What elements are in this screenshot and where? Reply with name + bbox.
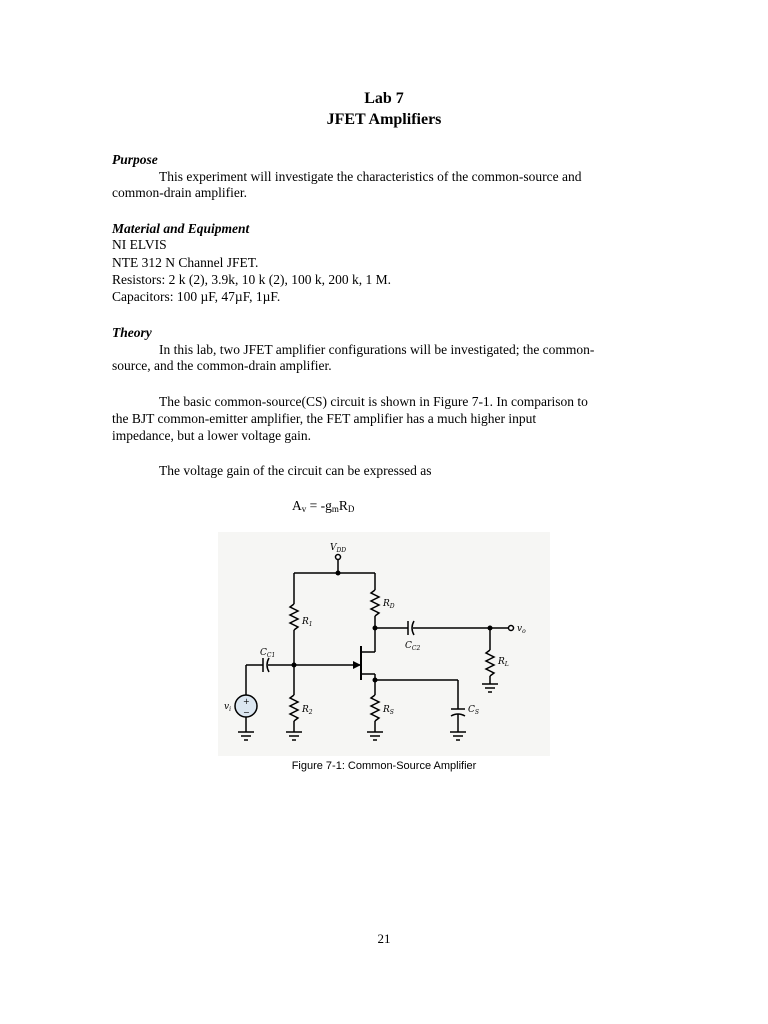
page-number: 21 [377, 931, 391, 946]
r1-resistor [290, 604, 298, 630]
theory-p2-line-1: The basic common-source(CS) circuit is shown in Figure 7-1. In comparison to [159, 394, 588, 409]
lab-title: JFET Amplifiers [326, 111, 442, 128]
junction-dot [373, 678, 378, 683]
theory-p1-line-2: source, and the common-drain amplifier. [112, 358, 332, 373]
materials-heading: Material and Equipment [112, 221, 250, 236]
rs-resistor [371, 695, 379, 721]
materials-item: Resistors: 2 k (2), 3.9k, 10 k (2), 100 k, 200 k, 1 M. [112, 272, 391, 287]
voltage-gain-equation: $A_v = -g_mR_D$ [292, 498, 355, 514]
ground-symbol [450, 732, 466, 740]
vi-label: $v_i$ [224, 702, 232, 713]
source-minus-sign: − [243, 708, 250, 717]
ground-symbol [367, 732, 383, 740]
source-plus-sign: + [243, 697, 250, 706]
cs-label: $C_S$ [468, 705, 480, 716]
r2-label: $R_2$ [302, 705, 313, 716]
figure-caption: Figure 7-1: Common-Source Amplifier [291, 760, 477, 772]
vo-terminal [509, 626, 514, 631]
rl-resistor [486, 650, 494, 676]
r1-label: $R_1$ [302, 617, 313, 628]
rd-resistor [371, 590, 379, 616]
junction-dot [292, 663, 297, 668]
materials-item: Capacitors: 100 µF, 47µF, 1µF. [112, 289, 281, 304]
junction-dot [336, 571, 341, 576]
ground-symbol [238, 732, 254, 740]
purpose-heading: Purpose [112, 152, 158, 167]
materials-item: NI ELVIS [112, 237, 167, 252]
common-source-circuit-diagram [218, 532, 550, 756]
theory-p2-line-3: impedance, but a lower voltage gain. [112, 428, 312, 443]
theory-p2-line-2: the BJT common-emitter amplifier, the FET amplifier has a much higher input [112, 411, 537, 426]
rl-label: $R_L$ [498, 657, 509, 668]
junction-dot [373, 626, 378, 631]
lab-number-title: Lab 7 [364, 90, 404, 107]
cc1-label: $C_{C1}$ [260, 648, 276, 659]
vdd-terminal [336, 555, 341, 560]
junction-dot [488, 626, 493, 631]
vo-label: $v_o$ [517, 624, 526, 635]
rs-label: $R_S$ [383, 705, 394, 716]
theory-p3-line-1: The voltage gain of the circuit can be expressed as [159, 463, 432, 478]
cc2-label: $C_{C2}$ [405, 641, 421, 652]
r2-resistor [290, 695, 298, 721]
purpose-text-line-2: common-drain amplifier. [112, 185, 247, 200]
rd-label: $R_D$ [383, 599, 395, 610]
vdd-label: $V_{DD}$ [330, 543, 347, 554]
ground-symbol [482, 684, 498, 692]
theory-p1-line-1: In this lab, two JFET amplifier configurations will be investigated; the common- [159, 342, 595, 357]
purpose-text-line-1: This experiment will investigate the characteristics of the common-source and [159, 169, 582, 184]
theory-heading: Theory [112, 325, 152, 340]
ground-symbol [286, 732, 302, 740]
materials-item: NTE 312 N Channel JFET. [112, 255, 259, 270]
gate-arrow [353, 661, 361, 669]
